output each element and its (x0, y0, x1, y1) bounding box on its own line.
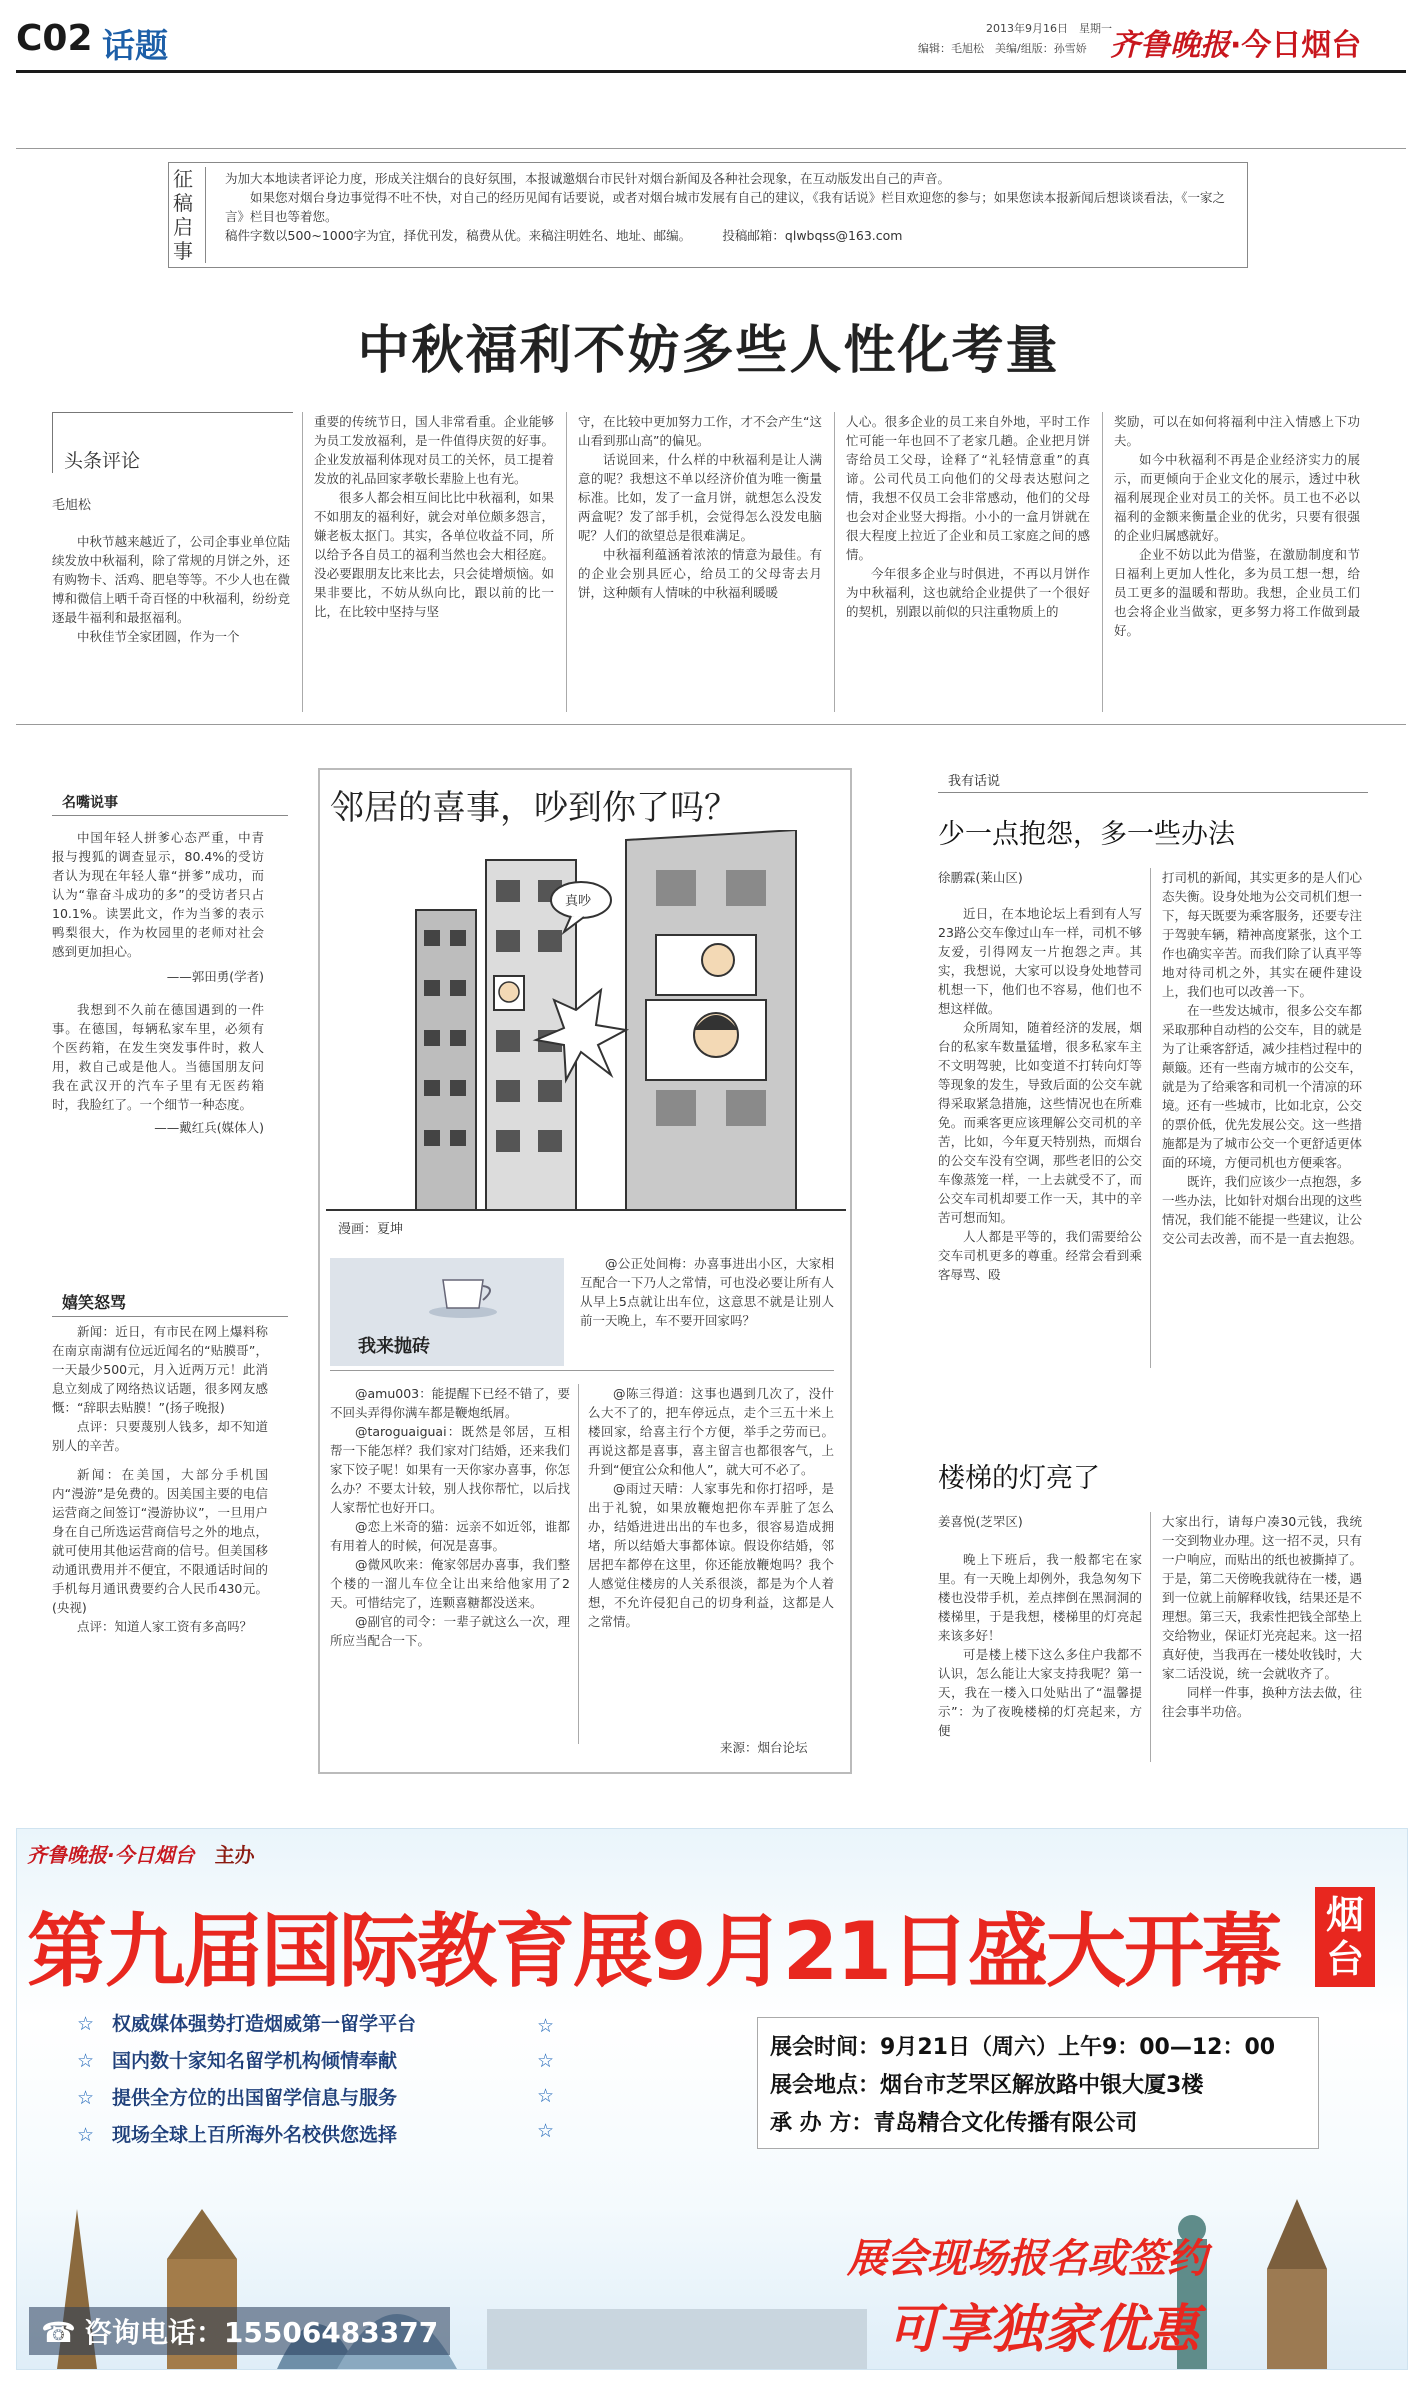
ad-host-brand: 齐鲁晚报·今日烟台 (27, 1843, 195, 1867)
reply-yuguo: @雨过天晴：人家事先和你打招呼，是出于礼貌，如果放鞭炮把你车弄脏了怎么办，结婚进进出出的车也多，很容易造成拥堵，所以结婚大事都体谅。假设你结婚，邻居把车都停在这里，你还能放鞭炮吗？我个人感觉住楼房的人关系很淡，都是为个人着想，不允许侵犯自己的切身利益，这都是人之常情。 (588, 1481, 834, 1629)
ad-promo-line-2: 可享独家优惠 (887, 2300, 1200, 2360)
wyhs-author-1: 徐鹏霖(莱山区) (938, 870, 1023, 885)
phone-icon: ☎ (41, 2316, 76, 2349)
lead-col5-p1: 奖励，可以在如何将福利中注入情感上下功夫。 (1114, 414, 1360, 448)
mingzui-p1: 中国年轻人拼爹心态严重，中青报与搜狐的调查显示，80.4%的受访者认为现在年轻人靠“拼爹”成功，而认为“靠奋斗成功的多”的受访者只占10.1%。读罢此文，作为当爹的表示鸭梨很大，作为枚园里的老师对社会感到更加担心。 (52, 830, 264, 959)
coffee-cup-icon (425, 1266, 505, 1320)
neighbor-title: 邻居的喜事，吵到你了吗？ (330, 788, 738, 828)
mingzui-sig2: ——戴红兵(媒体人) (154, 1120, 264, 1135)
lead-divider-1 (302, 412, 303, 712)
neighbor-reply-gongzheng (580, 1254, 834, 1364)
xixiao-news2: 新闻：在美国，大部分手机国内“漫游”是免费的。因美国主要的电信运营商之间签订“漫游协议”，一旦用户身在自己所选运营商信号之外的地点，就可使用其他运营商的信号。但美国移动通讯费用并不便宜，不限通话时间的手机每月通讯费要约合人民币430元。(央视) (52, 1467, 268, 1615)
cartoon-angry-neighbor (499, 982, 519, 1002)
notice-requirements: 稿件字数以500~1000字为宜，择优刊发，稿费从优。来稿注明姓名、地址、邮编。 (225, 228, 685, 243)
lead-col2-p2: 很多人都会相互间比比中秋福利，如果不如朋友的福利好，就会对单位颇多怨言，嫌老板太抠门。其实，各单位收益不同，所以给予各自员工的福利当然也会大相径庭。没必要跟朋友比来比去，只会徒增烦恼。如果非要比，不妨从纵向比，跟以前的比一比，在比较中坚持与坚 (314, 490, 554, 619)
ad-title: 第九届国际教育展9月21日盛大开幕 (27, 1905, 1280, 1998)
lead-author: 毛旭松 (52, 498, 92, 513)
ad-bullets (77, 2009, 416, 2157)
ad-host (27, 1839, 255, 1868)
notice-line-1: 为加大本地读者评论力度，形成关注烟台的良好氛围，本报诚邀烟台市民针对烟台新闻及各种社会现象，在互动版发出自己的声音。 (225, 171, 951, 186)
ad-bullet-1: ☆ 权威媒体强势打造烟威第一留学平台 (77, 2013, 417, 2035)
reply-taro: @taroguaiguai：既然是邻居，互相帮一下能怎样？我们家对门结婚，还来我们家下饺子呢！如果有一天你家办喜事，你怎么办？不要太计较，别人找你帮忙，以后找人家帮忙也好开口。 (330, 1424, 570, 1515)
wyhs-a1-p4: 打司机的新闻，其实更多的是人们心态失衡。设身处地为公交司机们想一下，每天既要为乘客服务，还要专注于驾驶车辆，精神高度紧张，这个工作也确实辛苦。而我们除了认真平等地对待司机之外，其实在硬件建设上，我们也可以改善一下。 (1162, 870, 1362, 999)
lead-divider-3 (834, 412, 835, 712)
wyhs-a1-p6: 既许，我们应该少一点抱怨，多一些办法，比如针对烟台出现的这些情况，我们能不能提一些建议，让公交公司去改善，而不是一直去抱怨。 (1162, 1174, 1362, 1246)
page-headline: 中秋福利不妨多些人性化考量 (357, 321, 1060, 381)
cartoon-building-far (416, 910, 476, 1210)
lead-col1-p2: 中秋佳节全家团圆，作为一个 (77, 629, 240, 644)
wyhs-a1-p1: 近日，在本地论坛上看到有人写23路公交车像过山车一样，司机不够友爱，引得网友一片抱怨之声。其实，我想说，大家可以设身处地替司机想一下，他们也不容易，他们也不想这样做。 (938, 906, 1142, 1016)
wolai-label: 我来抛砖 (358, 1336, 430, 1357)
lead-col-1 (52, 532, 290, 712)
neighbor-source: 来源：烟台论坛 (720, 1740, 808, 1755)
mingzui-sig1: ——郭田勇(学者) (166, 969, 264, 984)
wyhs-a1-col-1 (938, 904, 1142, 1368)
ad-bullet-2: ☆ 国内数十家知名留学机构倾情奉献 (77, 2050, 398, 2072)
header-date: 2013年9月16日 星期一 (986, 22, 1112, 35)
ad-city-badge: 烟台 (1315, 1887, 1375, 1987)
ad-place-row: 展会地点：烟台市芝罘区解放路中银大厦3楼 (770, 2073, 1204, 2098)
cartoon-man (702, 944, 734, 976)
wyhs-divider-1 (1150, 868, 1151, 1368)
reply-fuguan: @副官的司令：一辈子就这么一次，理所应当配合一下。 (330, 1614, 570, 1648)
ad-star-column: ☆ ☆ ☆ ☆ (537, 2015, 555, 2142)
neighbor-right-col (588, 1384, 834, 1714)
lead-divider-2 (566, 412, 567, 712)
notice-label: 征稿启事 (173, 167, 206, 263)
page-code: C02 (16, 18, 93, 59)
notice-email[interactable]: 投稿邮箱：qlwbqss@163.com (722, 228, 903, 243)
wyhs-label: 我有话说 (938, 770, 1368, 793)
xixiao-comment1: 点评：只要蔑别人钱多，却不知道别人的辛苦。 (52, 1419, 268, 1453)
reply-amu: @amu003：能提醒下已经不错了，要不回头弄得你满车都是鞭炮纸屑。 (330, 1386, 570, 1420)
mingzui-p2: 我想到不久前在德国遇到的一件事。在德国，每辆私家车里，必须有个医药箱，在发生突发事件时，救人用，救自己或是他人。当德国朋友问我在武汉开的汽车子里有无医药箱时，我脸红了。一个细节一种态度。 (52, 1002, 264, 1112)
lead-col-3 (578, 412, 822, 712)
lead-col1-p1: 中秋节越来越近了，公司企事业单位陆续发放中秋福利，除了常规的月饼之外，还有购物卡、活鸡、肥皂等等。不少人也在微博和微信上晒千奇百怪的中秋福利，纷纷竞逐最牛福利和最抠福利。 (52, 534, 290, 625)
wyhs-a1-p3: 人人都是平等的，我们需要给公交车司机更多的尊重。经常会看到乘客辱骂、殴 (938, 1229, 1142, 1282)
star-icon: ☆ (77, 2013, 95, 2035)
wyhs-title-1: 少一点抱怨，多一些办法 (938, 819, 1235, 850)
wyhs-a1-p5: 在一些发达城市，很多公交车都采取那种自动档的公交车，目的就是为了让乘客舒适，减少挂档过程中的颠簸。还有一些南方城市的公交车，就是为了给乘客和司机一个清凉的环境。还有一些城市，比如北京，公交的票价低，优先发展公交。这一些措施都是为了城市公交一个更舒适更体面的环境，方便司机也方便乘客。 (1162, 1003, 1362, 1170)
wyhs-a2-col-2 (1162, 1512, 1362, 1762)
reply-weifeng: @微风吹来：俺家邻居办喜事，我们整个楼的一溜儿车位全让出来给他家用了2天。可惜结完了，连颗喜糖都没送来。 (330, 1557, 570, 1610)
xixiao-comment2: 点评：知道人家工资有多高吗？ (77, 1619, 253, 1634)
wyhs-a2-p2: 可是楼上楼下这么多住户我都不认识，怎么能让大家支持我呢？第一天，我在一楼入口处贴出了“温馨提示”：为了夜晚楼梯的灯亮起来，方便 (938, 1647, 1142, 1738)
wyhs-a2-p3: 大家出行，请每户凑30元钱，我统一交到物业办理。这一招不灵，只有一户响应，而贴出的纸也被撕掉了。于是，第二天傍晚我就待在一楼，遇到一位就上前解释收钱，结果还是不理想。第三天，我索性把钱全部垫上交给物业，保证灯光亮起来。这一招真好使，当我再在一楼处收钱时，大家二话没说，统一会就收齐了。 (1162, 1514, 1362, 1681)
reply-chensan: @陈三得道：这事也遇到几次了，没什么大不了的，把车停远点，走个三五十米上楼回家，给喜主行个方便，举手之劳而已。再说这都是喜事，喜主留言也都很客气，上升到“便宜公众和他人”，就大可不必了。 (588, 1386, 834, 1477)
wyhs-title-2: 楼梯的灯亮了 (938, 1463, 1100, 1494)
ad-host-tag: 主办 (214, 1843, 255, 1867)
cartoon-bubble-text: 真吵 (565, 894, 592, 909)
notice-box (168, 162, 1248, 268)
lead-col3-p1: 守，在比较中更加努力工作，才不会产生“这山看到那山高”的偏见。 (578, 414, 822, 448)
mingzui-body (52, 828, 264, 1288)
ad-promo-line-1: 展会现场报名或签约 (847, 2236, 1207, 2282)
section-title: 话题 (102, 26, 168, 65)
wyhs-a2-p4: 同样一件事，换种方法去做，往往会事半功倍。 (1162, 1685, 1362, 1719)
wyhs-author-2: 姜喜悦(芝罘区) (938, 1514, 1023, 1529)
star-icon: ☆ (77, 2087, 95, 2109)
xixiao-body (52, 1322, 268, 1762)
notice-text (225, 169, 1235, 245)
notice-line-3 (225, 226, 1235, 245)
lead-col5-p3: 企业不妨以此为借鉴，在激励制度和节日福利上更加人性化，多为员工想一想，给员工更多的温暖和帮助。我想，企业员工们也会将企业当做家，更多努力将工作做到最好。 (1114, 547, 1360, 638)
header-brand (1110, 20, 1361, 64)
brand-name: 齐鲁晚报 (1110, 28, 1230, 63)
notice-top-rule (16, 148, 1406, 149)
ad-bullet-4: ☆ 现场全球上百所海外名校供您选择 (77, 2124, 398, 2146)
ad-info-box (757, 2017, 1319, 2149)
lead-divider-4 (1102, 412, 1103, 712)
lead-section-label: 头条评论 (64, 450, 141, 472)
header-editor: 编辑：毛旭松 美编/组版：孙雪娇 (918, 42, 1087, 55)
lead-col4-p1: 人心。很多企业的员工来自外地，平时工作忙可能一年也回不了老家几趟。企业把月饼寄给员工父母，诠释了“礼轻情意重”的真谛。公司代员工向他们的父母表达慰问之情，我想不仅员工会非常感动，他们的父母也会对企业竖大拇指。小小的一盒月饼就在很大程度上拉近了企业和员工家庭之间的感情。 (846, 414, 1090, 562)
brand-sub: ·今日烟台 (1230, 28, 1362, 63)
lead-bottom-rule (16, 724, 1406, 725)
wyhs-a2-p1: 晚上下班后，我一般都宅在家里。有一天晚上却例外，我急匆匆下楼也没带手机，差点摔倒在黑洞洞的楼梯里，于是我想，楼梯里的灯亮起来该多好！ (938, 1552, 1142, 1643)
header-rule (16, 70, 1406, 73)
notice-line-2: 如果您对烟台身边事觉得不吐不快，对自己的经历见闻有话要说，或者对烟台城市发展有自己的建议，《我有话说》栏目欢迎您的参与；如果您读本报新闻后想谈谈看法，《一家之言》栏目也等着您。 (225, 190, 1226, 224)
wyhs-a2-col-1 (938, 1550, 1142, 1770)
neighbor-col-divider (578, 1384, 579, 1744)
star-icon: ☆ (77, 2124, 95, 2146)
wyhs-a1-col-2 (1162, 868, 1362, 1368)
lead-col4-p2: 今年很多企业与时俱进，不再以月饼作为中秋福利，这也就给企业提供了一个很好的契机，别跟以前似的只注重物质上的 (846, 566, 1090, 619)
ad-org-row: 承 办 方：青岛精合文化传播有限公司 (770, 2111, 1138, 2136)
reply-mickey: @恋上米奇的猫：远亲不如近邻，谁都有用着人的时候，何况是喜事。 (330, 1519, 570, 1553)
ad-time-row: 展会时间：9月21日（周六）上午9：00—12：00 (770, 2035, 1276, 2060)
cartoon-credit: 漫画：夏坤 (338, 1222, 404, 1237)
lead-col-2 (314, 412, 554, 712)
wyhs-divider-2 (1150, 1512, 1151, 1762)
star-icon: ☆ (77, 2050, 95, 2072)
reply-gongzheng-text: @公正处间梅：办喜事进出小区，大家相互配合一下乃人之常情，可也没必要让所有人从早上5点就让出车位，这意思不就是让别人前一天晚上，车不要开回家吗？ (580, 1256, 834, 1328)
xixiao-news1: 新闻：近日，有市民在网上爆料称在南京南湖有位远近闻名的“贴膜哥”，一天最少500元，月入近两万元！此消息立刻成了网络热议话题，很多网友感慨：“辞职去贴膜！”(扬子晚报) (52, 1324, 268, 1415)
ad-bullet-3: ☆ 提供全方位的出国留学信息与服务 (77, 2087, 398, 2109)
lead-col-5 (1114, 412, 1360, 712)
ad-phone[interactable]: ☎ 咨询电话：15506483377 (29, 2307, 450, 2355)
lead-col2-p1: 重要的传统节日，国人非常看重。企业能够为员工发放福利，是一件值得庆贺的好事。企业发放福利体现对员工的关怀，员工提着发放的礼品回家孝敬长辈脸上也有光。 (314, 414, 554, 486)
ad-banner[interactable] (16, 1828, 1408, 2370)
lead-col3-p3: 中秋福利蕴涵着浓浓的情意为最佳。有的企业会别具匠心，给员工的父母寄去月饼，这种颇有人情味的中秋福利暖暖 (578, 547, 822, 600)
mingzui-label: 名嘴说事 (52, 792, 288, 816)
xixiao-label: 嬉笑怒骂 (52, 1290, 288, 1317)
wolai-box (330, 1258, 564, 1366)
neighbor-mid-rule (330, 1370, 834, 1371)
lead-col5-p2: 如今中秋福利不再是企业经济实力的展示，而更倾向于企业文化的展示，透过中秋福利展现企业对员工的关怀。员工也不必以福利的金额来衡量企业的优劣，只要有很强的企业归属感就好。 (1114, 452, 1360, 543)
wyhs-a1-p2: 众所周知，随着经济的发展，烟台的私家车数量猛增，很多私家车主不文明驾驶，比如变道不打转向灯等等现象的发生，导致后面的公交车就得采取紧急措施，这些情况也在所难免。而乘客更应该理解公交司机的辛苦，比如，今年夏天特别热，而烟台的公交车没有空调，那些老旧的公交车像蒸笼一样，一上去就受不了，而公交车司机却要工作一天，其中的辛苦可想而知。 (938, 1020, 1142, 1225)
lead-col3-p2: 话说回来，什么样的中秋福利是让人满意的呢？我想这不单以经济价值为唯一衡量标准。比如，发了一盒月饼，就想怎么没发两盒呢？发了部手机，会觉得怎么没发电脑呢？人们的欲望总是很难满足。 (578, 452, 822, 543)
neighbor-left-col (330, 1384, 570, 1764)
lead-col-4 (846, 412, 1090, 712)
